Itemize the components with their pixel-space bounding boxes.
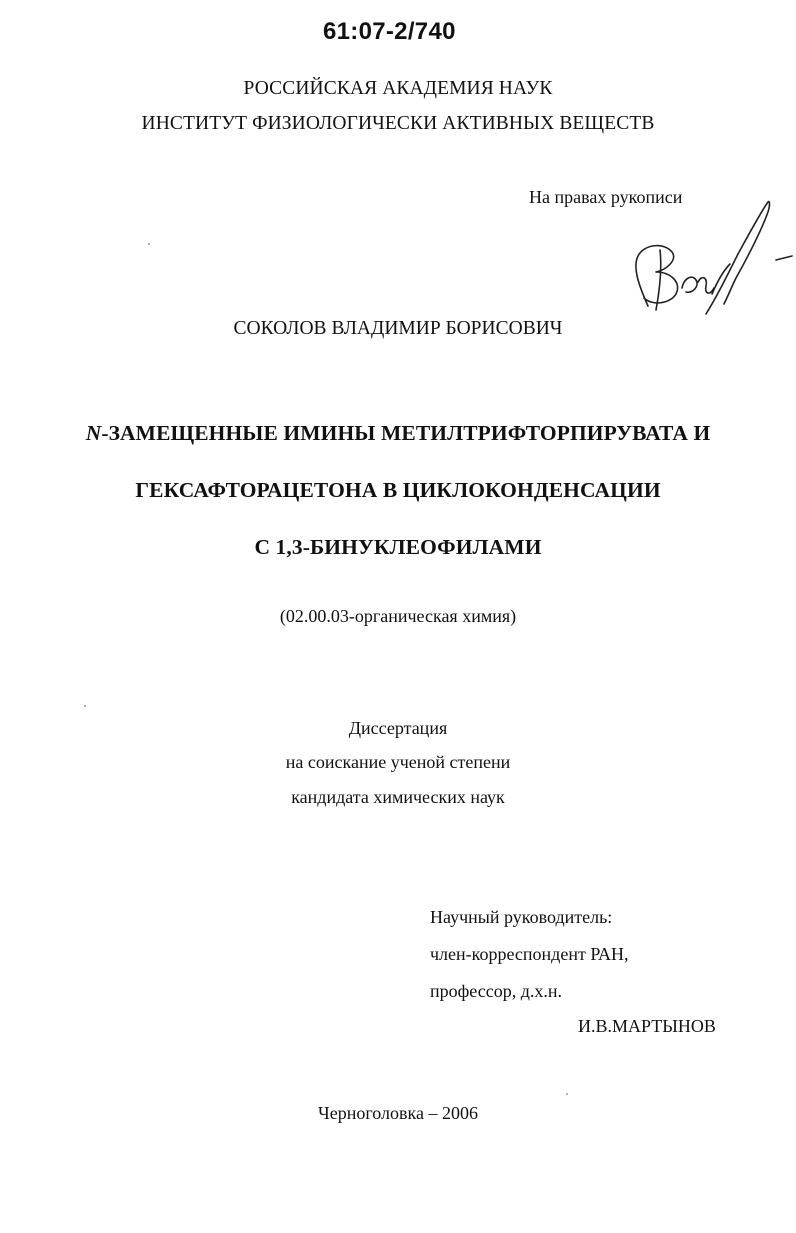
supervisor-title-2: профессор, д.х.н.	[430, 981, 563, 1001]
degree-line-1: Диссертация	[348, 718, 448, 738]
supervisor-heading: Научный руководитель:	[430, 907, 613, 927]
dissertation-title-line-1	[0, 421, 796, 446]
scan-speck	[84, 705, 86, 707]
title-line-1-text: -ЗАМЕЩЕННЫЕ ИМИНЫ МЕТИЛТРИФТОРПИРУВАТА И	[101, 421, 711, 445]
archive-code-number: 61:07-2/740	[323, 18, 456, 45]
degree-line-3: кандидата химических наук	[291, 787, 505, 807]
signature-icon	[620, 198, 795, 323]
dissertation-title-line-3: С 1,3-БИНУКЛЕОФИЛАМИ	[254, 535, 542, 559]
title-prefix-italic: N	[85, 421, 102, 445]
supervisor-name: И.В.МАРТЫНОВ	[578, 1016, 716, 1036]
specialty-code: (02.00.03-органическая химия)	[279, 606, 517, 626]
degree-line-2: на соискание ученой степени	[285, 752, 511, 772]
supervisor-title-1: член-корреспондент РАН,	[430, 944, 629, 964]
manuscript-rights-note: На правах рукописи	[529, 187, 683, 207]
academy-name: РОССИЙСКАЯ АКАДЕМИЯ НАУК	[243, 78, 553, 99]
scan-speck	[148, 243, 150, 245]
place-and-year	[0, 1103, 796, 1124]
scan-speck	[566, 1093, 568, 1095]
institute-name: ИНСТИТУТ ФИЗИОЛОГИЧЕСКИ АКТИВНЫХ ВЕЩЕСТВ	[141, 113, 655, 134]
author-name: СОКОЛОВ ВЛАДИМИР БОРИСОВИЧ	[233, 318, 563, 339]
place-year-text: Черноголовка – 2006	[318, 1103, 478, 1123]
dissertation-title-line-2: ГЕКСАФТОРАЦЕТОНА В ЦИКЛОКОНДЕНСАЦИИ	[135, 478, 661, 502]
